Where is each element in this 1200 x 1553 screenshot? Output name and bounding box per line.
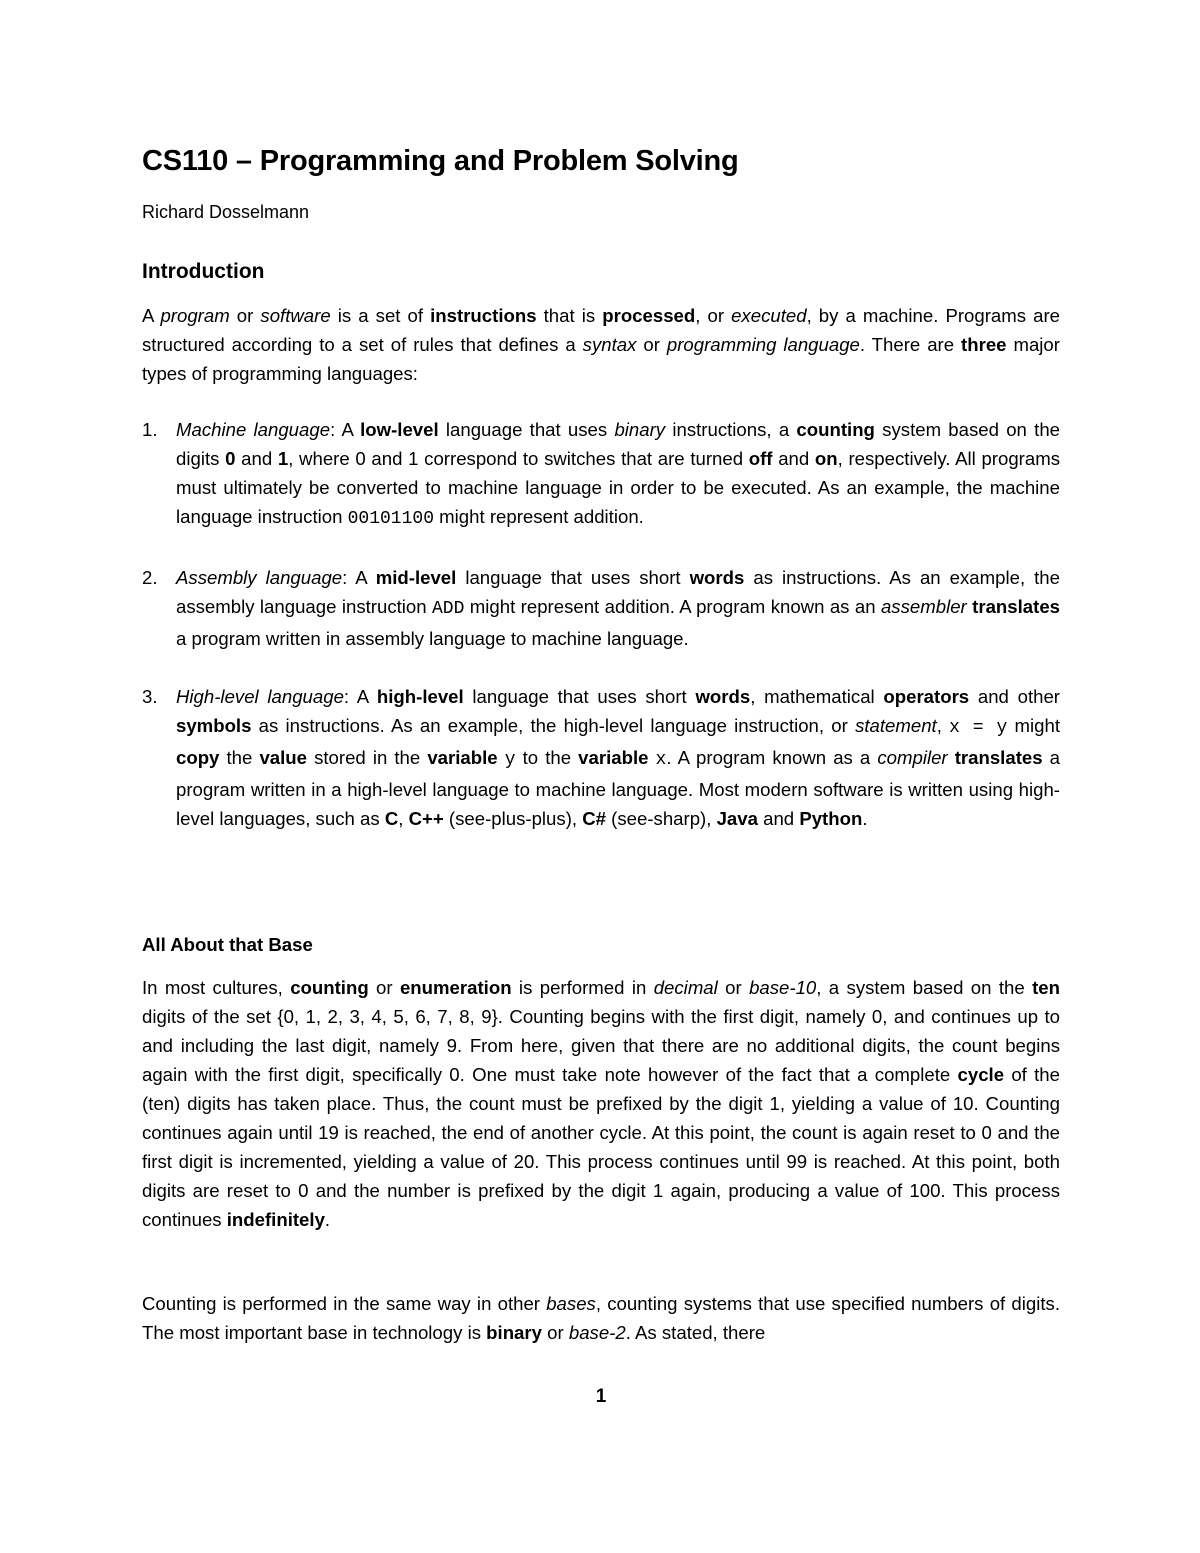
author-name: Richard Dosselmann bbox=[142, 202, 310, 222]
base-paragraph-1: In most cultures, counting or enumeration is performed in decimal or base-10, a system based on the ten digits of the set {0, 1, 2, 3, 4, 5, 6, 7, 8, 9}. Counting begins with the first digit, namely 0, and continues up to and including the last digit, namely 9. From here, given that there are no additional digits, the count begins again with the first digit, specifically 0. One must take note however of the fact that a complete cycle of the (ten) digits has taken place. Thus, the count must be prefixed by the digit 1, yielding a value of 10. Counting continues again until 19 is reached, the end of another cycle. At this point, the count is again reset to 0 and the first digit is incremented, yielding a value of 20. This process continues until 99 is reached. At this point, both digits are reset to 0 and the number is prefixed by the digit 1 again, producing a value of 100. This process continues indefinitely. bbox=[142, 977, 1060, 1230]
code-snippet: x bbox=[655, 750, 667, 770]
introduction-paragraph: A program or software is a set of instructions that is processed, or executed, by a machine. Programs are structured according to a set of rules that defines a syntax or programming language. There are three major types of programming languages: bbox=[142, 305, 1060, 384]
code-snippet: x = y bbox=[949, 718, 1008, 738]
base-heading: All About that Base bbox=[142, 934, 313, 955]
introduction-heading: Introduction bbox=[142, 260, 265, 283]
code-snippet: y bbox=[504, 750, 516, 770]
code-snippet: 00101100 bbox=[347, 509, 435, 529]
language-types-list bbox=[142, 415, 1060, 833]
document-page bbox=[142, 0, 1060, 1553]
list-item: 1. Machine language: A low-level language that uses binary instructions, a counting system based on the digits 0 and 1, where 0 and 1 correspond to switches that are turned off and on, respectively. All programs must ultimately be converted to machine language in order to be executed. As an example, the machine language instruction 00101100 might represent addition. bbox=[142, 415, 1060, 534]
list-item: 2. Assembly language: A mid-level language that uses short words as instructions. As an example, the assembly language instruction ADD might represent addition. A program known as an assembler translates a program written in assembly language to machine language. bbox=[142, 563, 1060, 653]
code-snippet: ADD bbox=[432, 599, 465, 619]
list-number: 2. bbox=[142, 567, 158, 588]
base-paragraph-2: Counting is performed in the same way in other bases, counting systems that use specified numbers of digits. The most important base in technology is binary or base-2. As stated, there bbox=[142, 1293, 1060, 1343]
page-number: 1 bbox=[595, 1386, 607, 1407]
document-title: CS110 – Programming and Problem Solving bbox=[142, 145, 739, 177]
list-number: 1. bbox=[142, 419, 158, 440]
list-item: 3. High-level language: A high-level language that uses short words, mathematical operators and other symbols as instructions. As an example, the high-level language instruction, or statement, x = y might copy the value stored in the variable y to the variable x. A program known as a compiler translates a program written in a high-level language to machine language. Most modern software is written using high-level languages, such as C, C++ (see-plus-plus), C# (see-sharp), Java and Python. bbox=[142, 682, 1060, 833]
list-number: 3. bbox=[142, 686, 158, 707]
